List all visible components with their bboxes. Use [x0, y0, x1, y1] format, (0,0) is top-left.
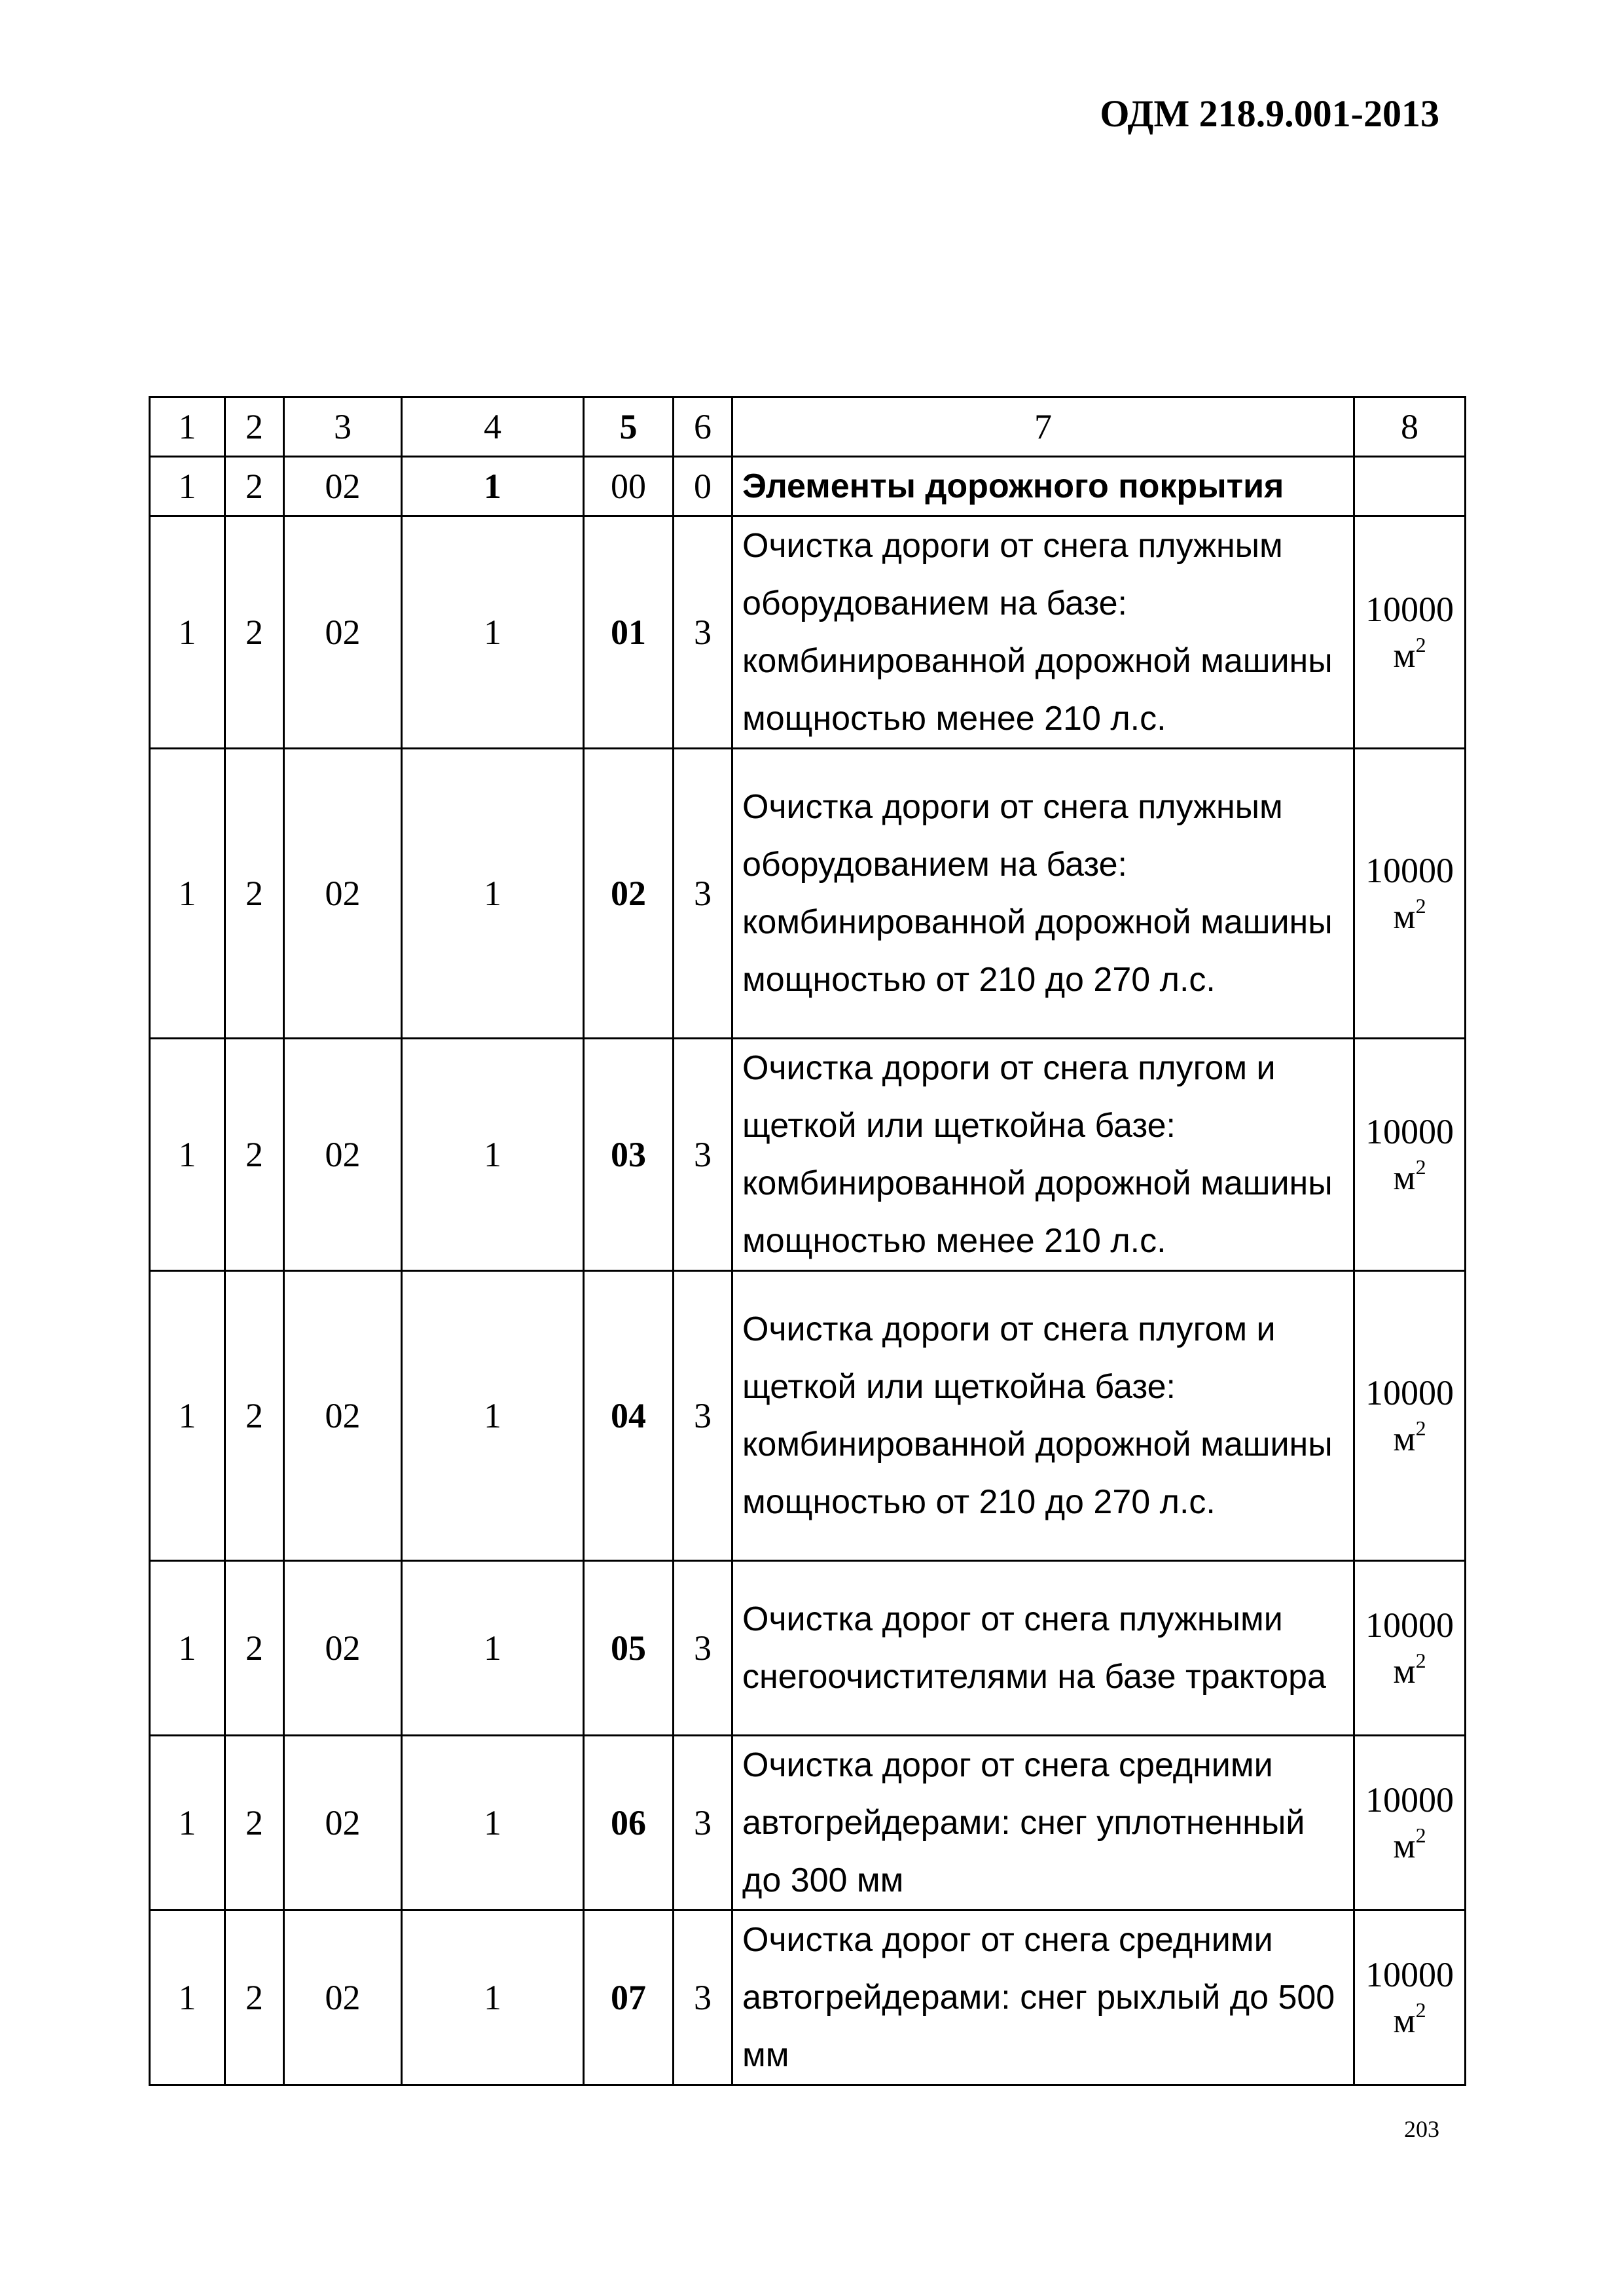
code-cell: 1: [150, 1910, 225, 2085]
unit-symbol-text: м: [1393, 636, 1416, 675]
code-cell: 1: [150, 749, 225, 1039]
table-row: [150, 1271, 1466, 1561]
code-cell: 02: [284, 749, 402, 1039]
unit-symbol-text: м: [1393, 1651, 1416, 1691]
item-description: Очистка дороги от снега плужным оборудованием на базе: комбинированной дорожной машины мощностью менее 210 л.с.: [732, 516, 1354, 749]
unit-symbol-text: м: [1393, 1158, 1416, 1197]
document-code: ОДМ 218.9.001-2013: [1100, 92, 1439, 135]
column-header: 4: [402, 397, 584, 457]
item-description: Очистка дорог от снега средними автогрейдерами: снег уплотненный до 300 мм: [732, 1736, 1354, 1910]
table-row: [150, 1910, 1466, 2085]
code-cell: 1: [150, 516, 225, 749]
item-description: Очистка дорог от снега средними автогрейдерами: снег рыхлый до 500 мм: [732, 1910, 1354, 2085]
code-cell: 2: [225, 1736, 284, 1910]
code-cell: 02: [284, 1039, 402, 1271]
code-cell: 3: [674, 1271, 732, 1561]
code-cell: 3: [674, 749, 732, 1039]
code-cell: 02: [284, 1271, 402, 1561]
section-row: [150, 457, 1466, 516]
code-cell: 1: [150, 457, 225, 516]
unit-exponent: 2: [1415, 1823, 1426, 1847]
unit-symbol: [1355, 632, 1464, 678]
code-cell: 2: [225, 457, 284, 516]
code-cell: 02: [284, 516, 402, 749]
unit-exponent: 2: [1415, 1649, 1426, 1672]
column-header: 1: [150, 397, 225, 457]
code-cell: 2: [225, 1039, 284, 1271]
unit-number: 10000: [1365, 1373, 1454, 1412]
unit-cell: [1354, 1039, 1466, 1271]
code-cell: 1: [402, 516, 584, 749]
unit-cell: [1354, 516, 1466, 749]
unit-number: 10000: [1365, 1955, 1454, 1994]
code-cell: 1: [402, 1561, 584, 1736]
unit-number: 10000: [1365, 590, 1454, 629]
code-cell: 02: [284, 457, 402, 516]
code-cell: 02: [284, 1910, 402, 2085]
unit-symbol: [1355, 1823, 1464, 1869]
code-cell: 00: [584, 457, 674, 516]
code-cell: 1: [402, 1039, 584, 1271]
code-cell: 02: [284, 1736, 402, 1910]
code-cell: 1: [150, 1271, 225, 1561]
code-cell: 2: [225, 1910, 284, 2085]
unit-cell: [1354, 749, 1466, 1039]
column-header: 5: [584, 397, 674, 457]
unit-exponent: 2: [1415, 894, 1426, 918]
unit-cell: [1354, 1910, 1466, 2085]
unit-cell: [1354, 1736, 1466, 1910]
code-cell: 1: [402, 457, 584, 516]
unit-symbol: [1355, 1998, 1464, 2043]
unit-symbol-text: м: [1393, 2001, 1416, 2040]
item-code-cell: 02: [584, 749, 674, 1039]
unit-cell: [1354, 1561, 1466, 1736]
unit-exponent: 2: [1415, 1416, 1426, 1440]
table-row: [150, 749, 1466, 1039]
item-description: Очистка дороги от снега плугом и щеткой или щеткойна базе: комбинированной дорожной машины мощностью от 210 до 270 л.с.: [732, 1271, 1354, 1561]
code-cell: 2: [225, 1271, 284, 1561]
item-code-cell: 04: [584, 1271, 674, 1561]
classifier-table: [149, 396, 1466, 2086]
unit-symbol-text: м: [1393, 1826, 1416, 1865]
item-code-cell: 06: [584, 1736, 674, 1910]
code-cell: 2: [225, 1561, 284, 1736]
code-cell: 1: [402, 1271, 584, 1561]
table-row: [150, 1039, 1466, 1271]
code-cell: 1: [402, 749, 584, 1039]
column-header: 3: [284, 397, 402, 457]
unit-exponent: 2: [1415, 1155, 1426, 1179]
item-code-cell: 03: [584, 1039, 674, 1271]
unit-symbol: [1355, 893, 1464, 939]
column-header: 6: [674, 397, 732, 457]
unit-number: 10000: [1365, 1780, 1454, 1820]
unit-number: 10000: [1365, 851, 1454, 890]
code-cell: 1: [150, 1561, 225, 1736]
table-row: [150, 516, 1466, 749]
unit-exponent: 2: [1415, 633, 1426, 656]
code-cell: 0: [674, 457, 732, 516]
item-code-cell: 07: [584, 1910, 674, 2085]
item-description: Очистка дороги от снега плугом и щеткой или щеткойна базе: комбинированной дорожной машины мощностью менее 210 л.с.: [732, 1039, 1354, 1271]
code-cell: 1: [402, 1910, 584, 2085]
section-title: Элементы дорожного покрытия: [732, 457, 1354, 516]
unit-number: 10000: [1365, 1112, 1454, 1151]
code-cell: 1: [150, 1039, 225, 1271]
unit-symbol: [1355, 1416, 1464, 1462]
code-cell: 02: [284, 1561, 402, 1736]
unit-symbol: [1355, 1155, 1464, 1200]
code-cell: 1: [150, 1736, 225, 1910]
unit-symbol: [1355, 1648, 1464, 1694]
code-cell: 3: [674, 516, 732, 749]
code-cell: 3: [674, 1736, 732, 1910]
unit-symbol-text: м: [1393, 897, 1416, 936]
item-code-cell: 05: [584, 1561, 674, 1736]
table-row: [150, 1561, 1466, 1736]
column-header: 8: [1354, 397, 1466, 457]
column-header: 7: [732, 397, 1354, 457]
code-cell: 2: [225, 516, 284, 749]
code-cell: 3: [674, 1561, 732, 1736]
unit-cell: [1354, 1271, 1466, 1561]
item-description: Очистка дороги от снега плужным оборудованием на базе: комбинированной дорожной машины мощностью от 210 до 270 л.с.: [732, 749, 1354, 1039]
column-header: 2: [225, 397, 284, 457]
code-cell: 3: [674, 1910, 732, 2085]
table-row: [150, 1736, 1466, 1910]
unit-cell: [1354, 457, 1466, 516]
page-number: 203: [1404, 2116, 1439, 2142]
item-description: Очистка дорог от снега плужными снегоочистителями на базе трактора: [732, 1561, 1354, 1736]
unit-exponent: 2: [1415, 1998, 1426, 2022]
code-cell: 3: [674, 1039, 732, 1271]
code-cell: 1: [402, 1736, 584, 1910]
unit-number: 10000: [1365, 1605, 1454, 1645]
code-cell: 2: [225, 749, 284, 1039]
item-code-cell: 01: [584, 516, 674, 749]
column-header-row: [150, 397, 1466, 457]
unit-symbol-text: м: [1393, 1419, 1416, 1458]
